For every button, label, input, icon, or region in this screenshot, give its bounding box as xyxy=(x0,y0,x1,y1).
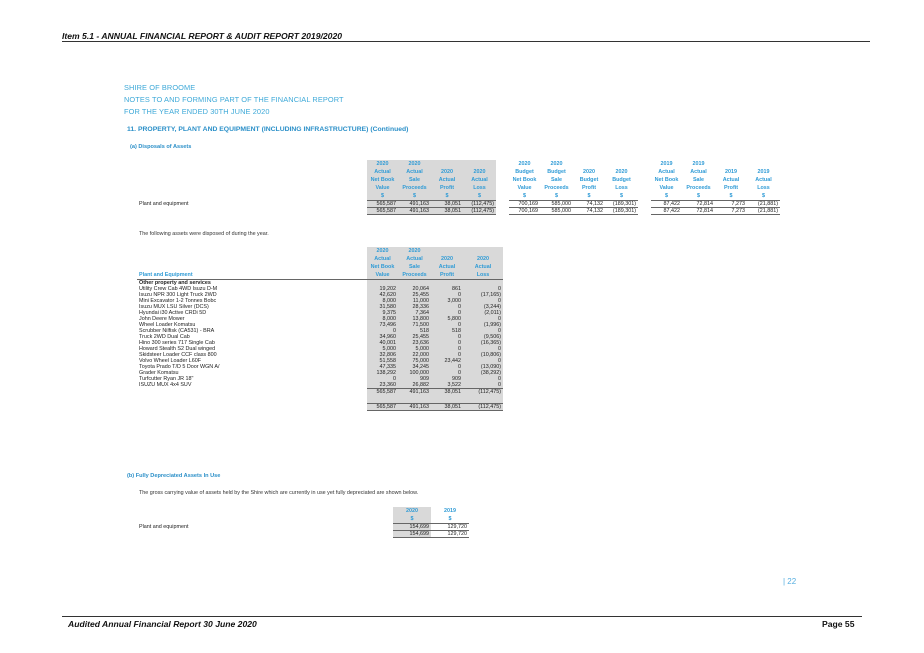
disposals-header-cell: Proceeds xyxy=(686,185,711,191)
asset-value: 0 xyxy=(367,376,398,382)
depreciated-value: 154,699 xyxy=(393,524,431,531)
disposals-header-cell: 2020 xyxy=(431,168,463,176)
disposals-header-cell: Actual xyxy=(367,168,398,176)
asset-value: 13,800 xyxy=(398,316,431,322)
header-spacer xyxy=(137,168,367,176)
asset-name: Utility Crew Cab 4WD Isuzu D-M xyxy=(139,286,218,292)
disposals-header-cell: 2020 xyxy=(463,168,496,176)
disposals-header-cell: Budget xyxy=(579,177,599,183)
disposals-header-cell: Actual xyxy=(398,168,431,176)
spacer xyxy=(137,395,367,403)
asset-value: 0 xyxy=(431,304,463,310)
disposals-header-cell xyxy=(715,160,747,168)
section-title: 11. PROPERTY, PLANT AND EQUIPMENT (INCLUDING INFRASTRUCTURE) (Continued) xyxy=(127,126,409,133)
header-rule xyxy=(62,41,870,42)
asset-value: 138,292 xyxy=(367,370,398,376)
assets-total-row xyxy=(137,403,503,410)
disposals-header-cell: $ xyxy=(573,192,605,201)
footer-title: Audited Annual Financial Report 30 June 2020 xyxy=(68,619,257,629)
asset-value: (17,165) xyxy=(463,292,503,298)
column-gap xyxy=(496,184,509,192)
assets-header-cell: Proceeds xyxy=(398,271,431,280)
assets-header-cell: Actual xyxy=(367,255,398,263)
spacer xyxy=(398,395,431,403)
disposals-header-cell: 2020 xyxy=(583,169,595,175)
assets-header-cell: Profit xyxy=(431,271,463,280)
disposals-header-cell: 2019 xyxy=(692,161,705,167)
column-gap xyxy=(638,168,651,176)
asset-name: Volvo Wheel Loader L60F xyxy=(139,358,202,364)
disposals-header-cell: Proceeds xyxy=(398,184,431,192)
disposals-header-row xyxy=(137,168,780,176)
asset-value: 0 xyxy=(431,364,463,370)
disposals-header-cell: $ xyxy=(605,192,638,201)
disposals-total-value: (189,301) xyxy=(605,208,638,215)
asset-value: 0 xyxy=(463,298,503,304)
asset-value: 8,000 xyxy=(367,298,398,304)
disposals-header-cell: Actual xyxy=(722,177,740,183)
assets-header-cell: Net Book xyxy=(367,263,398,271)
asset-value: 0 xyxy=(463,286,503,292)
disposals-header-cell: 2020 xyxy=(550,161,563,167)
disposals-header-cell: 2019 xyxy=(757,169,770,175)
disposals-value: 7,273 xyxy=(731,201,745,207)
asset-value: 0 xyxy=(367,328,398,334)
disposals-header-cell: $ xyxy=(509,192,540,201)
assets-header-cell xyxy=(463,247,503,255)
total-spacer xyxy=(137,531,393,538)
disposals-header-row xyxy=(137,160,780,168)
asset-value: 0 xyxy=(431,334,463,340)
disposals-header-cell: $ xyxy=(715,192,747,201)
assets-total-value: 565,587 xyxy=(367,403,398,410)
assets-header-cell: 2020 xyxy=(463,255,503,263)
header-spacer xyxy=(137,515,393,524)
assets-header-cell: 2020 xyxy=(431,255,463,263)
assets-subtotal-value: 491,163 xyxy=(398,389,431,396)
disposals-header-cell: 2020 xyxy=(367,160,398,168)
disposals-value: 700,169 xyxy=(518,201,538,207)
depreciated-title: (b) Fully Depreciated Assets In Use xyxy=(127,473,221,479)
notes-title: NOTES TO AND FORMING PART OF THE FINANCIAL REPORT xyxy=(124,95,344,104)
header-spacer xyxy=(137,507,393,515)
disposals-header-cell: $ xyxy=(540,192,573,201)
disposals-header-cell: Actual xyxy=(463,176,496,184)
disposals-header-cell: Loss xyxy=(615,185,628,191)
disposals-header-cell: Value xyxy=(517,185,532,191)
depreciated-header-row xyxy=(137,507,469,515)
group-label: Other property and services xyxy=(139,280,211,286)
asset-value: 28,336 xyxy=(398,304,431,310)
asset-value: 909 xyxy=(398,376,431,382)
depreciated-header-cell: 2020 xyxy=(393,507,431,515)
page-marker: | 22 xyxy=(783,577,797,586)
disposals-header-cell: Net Book xyxy=(654,177,679,183)
asset-value: 71,500 xyxy=(398,322,431,328)
disposals-total-row xyxy=(137,208,780,215)
column-gap xyxy=(496,176,509,184)
column-gap xyxy=(496,160,509,168)
asset-value: 0 xyxy=(431,292,463,298)
assets-header-cell: Loss xyxy=(463,271,503,280)
asset-value: 20,064 xyxy=(398,286,431,292)
header-spacer xyxy=(137,160,367,168)
asset-value: 0 xyxy=(431,352,463,358)
asset-value: 0 xyxy=(431,322,463,328)
disposals-header-cell: $ xyxy=(431,192,463,201)
spacer xyxy=(431,395,463,403)
column-gap xyxy=(496,192,509,201)
disposals-header-cell: Budget xyxy=(612,177,631,183)
asset-value: 75,000 xyxy=(398,358,431,364)
column-gap xyxy=(638,208,651,215)
assets-disposed-table xyxy=(137,247,503,411)
asset-value: 8,000 xyxy=(367,316,398,322)
disposals-header-cell: Sale xyxy=(398,176,431,184)
disposals-total-value: 38,051 xyxy=(431,208,463,215)
column-gap xyxy=(638,184,651,192)
header-spacer xyxy=(137,184,367,192)
asset-name: Isuzu MUX LSU Silver (DCS) xyxy=(139,304,209,310)
depreciated-total-value: 154,699 xyxy=(393,531,431,538)
asset-value: (38,292) xyxy=(463,370,503,376)
disposals-total-value: 491,163 xyxy=(398,208,431,215)
disposals-header-cell: Budget xyxy=(515,169,534,175)
disposals-total-value: 87,422 xyxy=(651,208,682,215)
disposals-value: (21,881) xyxy=(757,201,778,207)
asset-value: 909 xyxy=(431,376,463,382)
header-spacer xyxy=(137,176,367,184)
disposals-value: 72,814 xyxy=(696,201,713,207)
asset-value: 5,000 xyxy=(398,346,431,352)
disposals-header-cell: $ xyxy=(463,192,496,201)
assets-total-value: (112,475) xyxy=(463,403,503,410)
asset-name: Howard Stealth S2 Dual winged xyxy=(139,346,216,352)
assets-header-cell: Actual xyxy=(398,255,431,263)
footer-page-number: Page 55 xyxy=(822,619,855,629)
asset-name: Turfcutter Ryan JR 18" xyxy=(139,376,194,382)
disposals-header-cell: $ xyxy=(651,192,682,201)
disposals-header-cell: 2020 xyxy=(398,160,431,168)
asset-value: 0 xyxy=(431,340,463,346)
asset-name: Scrubber Nilfisk (CA531) - BRA xyxy=(139,328,215,334)
column-gap xyxy=(496,208,509,215)
disposals-header-cell: Actual xyxy=(690,169,707,175)
asset-value: 19,202 xyxy=(367,286,398,292)
column-gap xyxy=(638,176,651,184)
asset-name: John Deere Mower xyxy=(139,316,185,322)
asset-name: Hino 300 series 717 Single Cab xyxy=(139,340,215,346)
footer-rule xyxy=(62,616,862,617)
disposals-header-cell: Profit xyxy=(581,185,597,191)
asset-value: 23,442 xyxy=(431,358,463,364)
assets-total-value: 491,163 xyxy=(398,403,431,410)
disposals-total-value: (21,881) xyxy=(747,208,780,215)
disposals-header-row xyxy=(137,176,780,184)
assets-header-cell: 2020 xyxy=(398,247,431,255)
shire-name: SHIRE OF BROOME xyxy=(124,83,196,92)
assets-header-cell: Value xyxy=(367,271,398,280)
asset-value: (10,806) xyxy=(463,352,503,358)
year-ended: FOR THE YEAR ENDED 30TH JUNE 2020 xyxy=(124,107,270,116)
asset-name: Isuzu NPR 300 Light Truck 2WD xyxy=(139,292,217,298)
disposals-header-cell: Actual xyxy=(658,169,675,175)
assets-header-cell: Sale xyxy=(398,263,431,271)
asset-value: 32,806 xyxy=(367,352,398,358)
asset-value: 0 xyxy=(463,328,503,334)
asset-value: 861 xyxy=(431,286,463,292)
asset-value: 47,335 xyxy=(367,364,398,370)
asset-value: (13,090) xyxy=(463,364,503,370)
disposals-value: (189,301) xyxy=(612,201,636,207)
column-gap xyxy=(496,168,509,176)
disposals-value: 491,163 xyxy=(398,201,431,208)
disposals-header-cell: $ xyxy=(367,192,398,201)
disposals-header-cell: Net Book xyxy=(512,177,537,183)
disposals-header-cell: Budget xyxy=(547,169,566,175)
disposals-header-cell: 2019 xyxy=(660,161,673,167)
disposals-header-cell: Profit xyxy=(431,184,463,192)
category-label: Plant and Equipment xyxy=(137,271,367,280)
asset-value: (3,244) xyxy=(463,304,503,310)
disposals-header-cell: Profit xyxy=(723,185,739,191)
asset-value: 40,001 xyxy=(367,340,398,346)
disposals-total-value: (112,475) xyxy=(463,208,496,215)
disposals-header-cell: 2020 xyxy=(615,169,628,175)
disposals-header-cell xyxy=(605,160,638,168)
asset-name: Truck 2WD Dual Cab xyxy=(139,334,190,340)
asset-name: Toyota Prado T/D 5 Door WGN A/ xyxy=(139,364,220,370)
asset-value: 0 xyxy=(431,370,463,376)
asset-value: 26,882 xyxy=(398,382,431,389)
depreciated-header-row xyxy=(137,515,469,524)
disposals-header-cell: 2019 xyxy=(725,169,737,175)
asset-value: 34,960 xyxy=(367,334,398,340)
asset-value: 3,000 xyxy=(431,298,463,304)
assets-header-row xyxy=(137,247,503,255)
disposals-total-value: 585,000 xyxy=(540,208,573,215)
asset-value: (1,996) xyxy=(463,322,503,328)
disposals-header-cell: Value xyxy=(367,184,398,192)
asset-name: Mini Excavator 1-2 Tonnes Bobc xyxy=(139,298,217,304)
asset-value: 73,496 xyxy=(367,322,398,328)
asset-value: 0 xyxy=(431,346,463,352)
asset-value: 100,000 xyxy=(398,370,431,376)
asset-value: 5,800 xyxy=(431,316,463,322)
disposals-header-cell: Actual xyxy=(755,177,772,183)
asset-value: 0 xyxy=(463,316,503,322)
assets-header-cell: 2020 xyxy=(367,247,398,255)
disposals-total-value: 72,814 xyxy=(682,208,715,215)
column-gap xyxy=(638,192,651,201)
header-spacer xyxy=(137,192,367,201)
assets-spacer-row xyxy=(137,395,503,403)
disposals-total-value: 7,273 xyxy=(715,208,747,215)
depreciated-value: 129,720 xyxy=(447,524,467,530)
disposals-header-cell xyxy=(431,160,463,168)
asset-value: 0 xyxy=(463,358,503,364)
assets-subtotal-value: 38,051 xyxy=(431,389,463,396)
disposals-header-cell: Net Book xyxy=(367,176,398,184)
disposals-value: 87,422 xyxy=(663,201,680,207)
total-spacer xyxy=(137,208,367,215)
column-gap xyxy=(638,160,651,168)
assets-header-cell: Actual xyxy=(431,263,463,271)
asset-value: 5,000 xyxy=(367,346,398,352)
asset-name: Skidsteer Loader CCF class 800 xyxy=(139,352,217,358)
asset-value: (2,011) xyxy=(463,310,503,316)
disposals-header-cell: Actual xyxy=(431,176,463,184)
total-spacer xyxy=(137,403,367,410)
disposals-value: 565,587 xyxy=(367,201,398,208)
assets-header-cell: Actual xyxy=(463,263,503,271)
disposals-value: 38,051 xyxy=(431,201,463,208)
depreciated-header-cell: 2019 xyxy=(444,508,456,514)
depreciated-table xyxy=(137,507,469,538)
disposals-header-row xyxy=(137,192,780,201)
disposals-header-cell: Value xyxy=(659,185,674,191)
disposals-title: (a) Disposals of Assets xyxy=(130,144,192,150)
asset-value: 0 xyxy=(463,376,503,382)
assets-subtotal-value: (112,475) xyxy=(463,389,503,396)
header-spacer xyxy=(137,255,367,263)
column-gap xyxy=(496,201,509,208)
asset-value: 0 xyxy=(463,382,503,389)
disposals-total-value: 74,132 xyxy=(573,208,605,215)
asset-value: 31,580 xyxy=(367,304,398,310)
asset-value: 11,000 xyxy=(398,298,431,304)
spacer xyxy=(367,395,398,403)
disposals-header-cell xyxy=(463,160,496,168)
asset-value: 51,558 xyxy=(367,358,398,364)
disposals-header-cell: $ xyxy=(682,192,715,201)
disposals-table xyxy=(137,160,780,215)
row-label: Plant and equipment xyxy=(139,524,189,530)
asset-value: 42,620 xyxy=(367,292,398,298)
asset-value: 34,245 xyxy=(398,364,431,370)
asset-value: 0 xyxy=(463,346,503,352)
disposals-row-plant xyxy=(137,201,780,208)
row-label: Plant and equipment xyxy=(139,201,189,207)
asset-value: 25,455 xyxy=(398,334,431,340)
asset-value: 3,522 xyxy=(431,382,463,389)
report-header: Item 5.1 - ANNUAL FINANCIAL REPORT & AUDIT REPORT 2019/2020 xyxy=(62,31,342,41)
asset-value: 9,375 xyxy=(367,310,398,316)
depreciated-header-cell: $ xyxy=(431,515,469,524)
asset-value: 22,000 xyxy=(398,352,431,358)
asset-name: Hyundai i30 Active CRDi 5D xyxy=(139,310,207,316)
assets-header-row xyxy=(137,263,503,271)
asset-value: 7,364 xyxy=(398,310,431,316)
assets-subtotal-value: 565,587 xyxy=(367,389,398,396)
asset-name: Wheel Loader Komatsu xyxy=(139,322,196,328)
disposals-header-cell: Loss xyxy=(463,184,496,192)
disposals-header-row xyxy=(137,184,780,192)
column-gap xyxy=(638,201,651,208)
assets-header-row xyxy=(137,271,503,280)
asset-value: (16,365) xyxy=(463,340,503,346)
depreciated-total-value: 129,720 xyxy=(431,531,469,538)
asset-name: Grader Komatsu xyxy=(139,370,179,376)
disposals-header-cell: 2020 xyxy=(518,161,531,167)
spacer xyxy=(463,395,503,403)
disposals-header-cell: $ xyxy=(398,192,431,201)
disposals-header-cell: Sale xyxy=(550,177,563,183)
disposals-value: (112,475) xyxy=(463,201,496,208)
asset-name: ISUZU MUX 4x4 SUV xyxy=(139,382,192,389)
assets-header-cell xyxy=(431,247,463,255)
disposals-total-value: 700,169 xyxy=(509,208,540,215)
asset-value: 0 xyxy=(431,310,463,316)
asset-value: (9,506) xyxy=(463,334,503,340)
disposals-header-cell xyxy=(573,160,605,168)
asset-value: 518 xyxy=(431,328,463,334)
depreciated-total-row xyxy=(137,531,469,538)
disposals-total-value: 565,587 xyxy=(367,208,398,215)
disposals-value: 74,132 xyxy=(586,201,603,207)
depreciated-header-cell: $ xyxy=(393,515,431,524)
disposals-header-cell xyxy=(747,160,780,168)
disposals-header-cell: $ xyxy=(747,192,780,201)
assets-header-row xyxy=(137,255,503,263)
disposals-header-cell: Loss xyxy=(757,185,770,191)
asset-value: 25,455 xyxy=(398,292,431,298)
asset-value: 23,636 xyxy=(398,340,431,346)
disposals-header-cell: Sale xyxy=(692,177,705,183)
header-spacer xyxy=(137,263,367,271)
asset-value: 23,360 xyxy=(367,382,398,389)
disposed-intro: The following assets were disposed of during the year. xyxy=(139,231,269,237)
assets-total-value: 38,051 xyxy=(431,403,463,410)
disposals-header-cell: Proceeds xyxy=(544,185,569,191)
disposals-value: 585,000 xyxy=(551,201,571,207)
depreciated-row-plant xyxy=(137,524,469,531)
header-spacer xyxy=(137,247,367,255)
asset-value: 518 xyxy=(398,328,431,334)
depreciated-intro: The gross carrying value of assets held by the Shire which are currently in use yet fully depreciated are shown below. xyxy=(139,490,419,496)
